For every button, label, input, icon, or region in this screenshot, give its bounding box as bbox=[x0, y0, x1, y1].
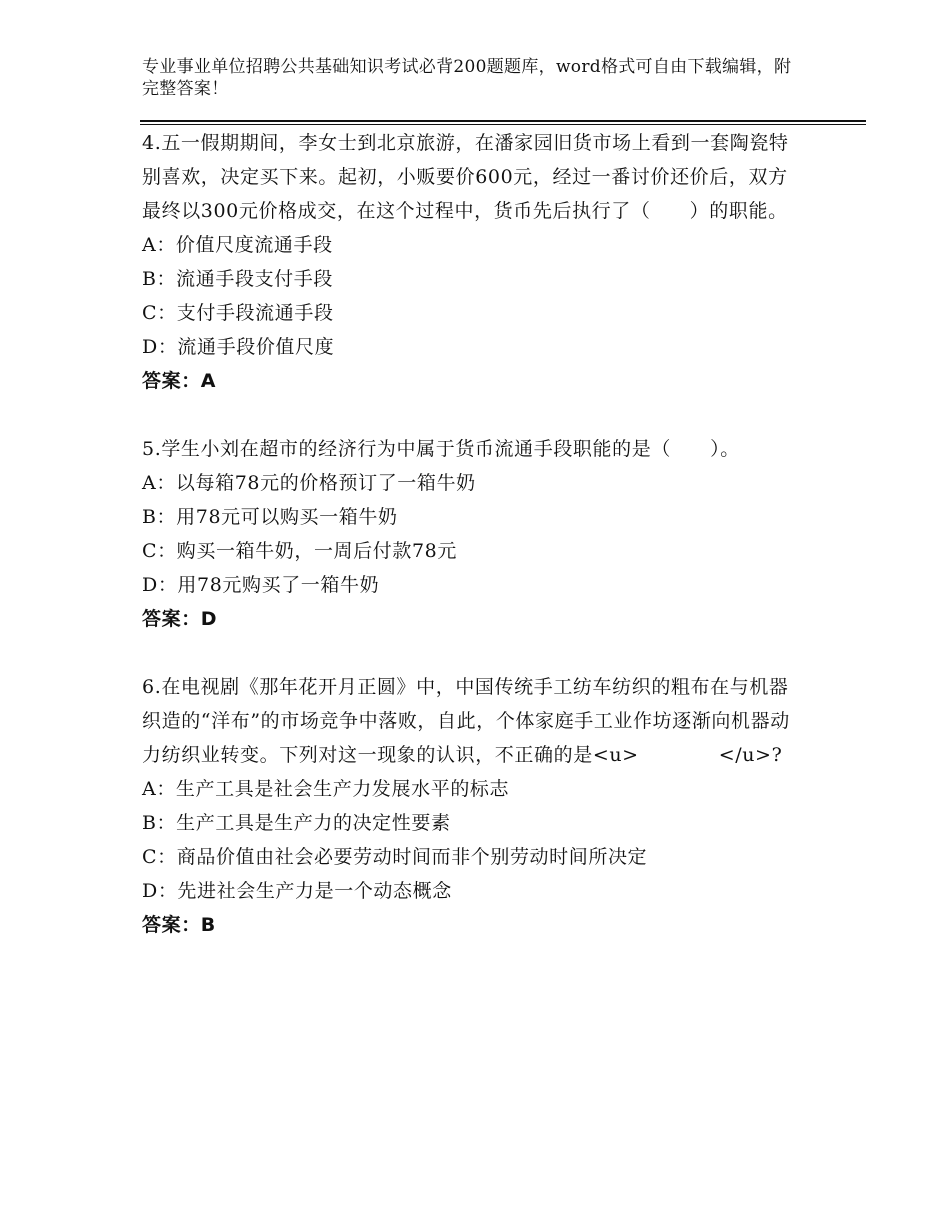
header-rule-thin bbox=[140, 124, 866, 125]
answer: 答案：B bbox=[142, 914, 216, 936]
answer: 答案：D bbox=[142, 608, 218, 630]
option-c: C：支付手段流通手段 bbox=[142, 302, 334, 324]
document-header: 专业事业单位招聘公共基础知识考试必背200题题库，word格式可自由下载编辑，附完整答案！ bbox=[142, 57, 792, 99]
option-b: B：用78元可以购买一箱牛奶 bbox=[142, 506, 398, 528]
stem-tail-close: </u>? bbox=[718, 744, 783, 766]
option-b: B：流通手段支付手段 bbox=[142, 268, 333, 290]
option-d: D：用78元购买了一箱牛奶 bbox=[142, 574, 380, 596]
header-rule-thick bbox=[140, 120, 866, 122]
option-c: C：购买一箱牛奶，一周后付款78元 bbox=[142, 540, 457, 562]
option-d: D：流通手段价值尺度 bbox=[142, 336, 335, 358]
question-stem: 4.五一假期期间，李女士到北京旅游，在潘家园旧货市场上看到一套陶瓷特别喜欢，决定买下来。起初，小贩要价600元，经过一番讨价还价后，双方最终以300元价格成交，在这个过程中，货币先后执行了（ ）的职能。 bbox=[142, 132, 789, 222]
option-a: A：以每箱78元的价格预订了一箱牛奶 bbox=[142, 472, 476, 494]
question-list bbox=[142, 126, 802, 942]
question-stem-text: 6.在电视剧《那年花开月正圆》中，中国传统手工纺车纺织的粗布在与机器织造的“洋布”的市场竞争中落败，自此，个体家庭手工业作坊逐渐向机器动力纺织业转变。下列对这一现象的认识，不正确的是 bbox=[142, 676, 790, 766]
question-5 bbox=[142, 432, 802, 636]
question-stem: 5.学生小刘在超市的经济行为中属于货币流通手段职能的是（ ）。 bbox=[142, 438, 740, 460]
option-b: B：生产工具是生产力的决定性要素 bbox=[142, 812, 451, 834]
stem-tail-open: <u> bbox=[592, 744, 639, 766]
option-a: A：价值尺度流通手段 bbox=[142, 234, 333, 256]
question-4 bbox=[142, 126, 802, 398]
question-6 bbox=[142, 670, 802, 942]
answer: 答案：A bbox=[142, 370, 217, 392]
option-d: D：先进社会生产力是一个动态概念 bbox=[142, 880, 452, 902]
question-stem bbox=[142, 670, 802, 772]
option-a: A：生产工具是社会生产力发展水平的标志 bbox=[142, 778, 510, 800]
option-c: C：商品价值由社会必要劳动时间而非个别劳动时间所决定 bbox=[142, 846, 648, 868]
